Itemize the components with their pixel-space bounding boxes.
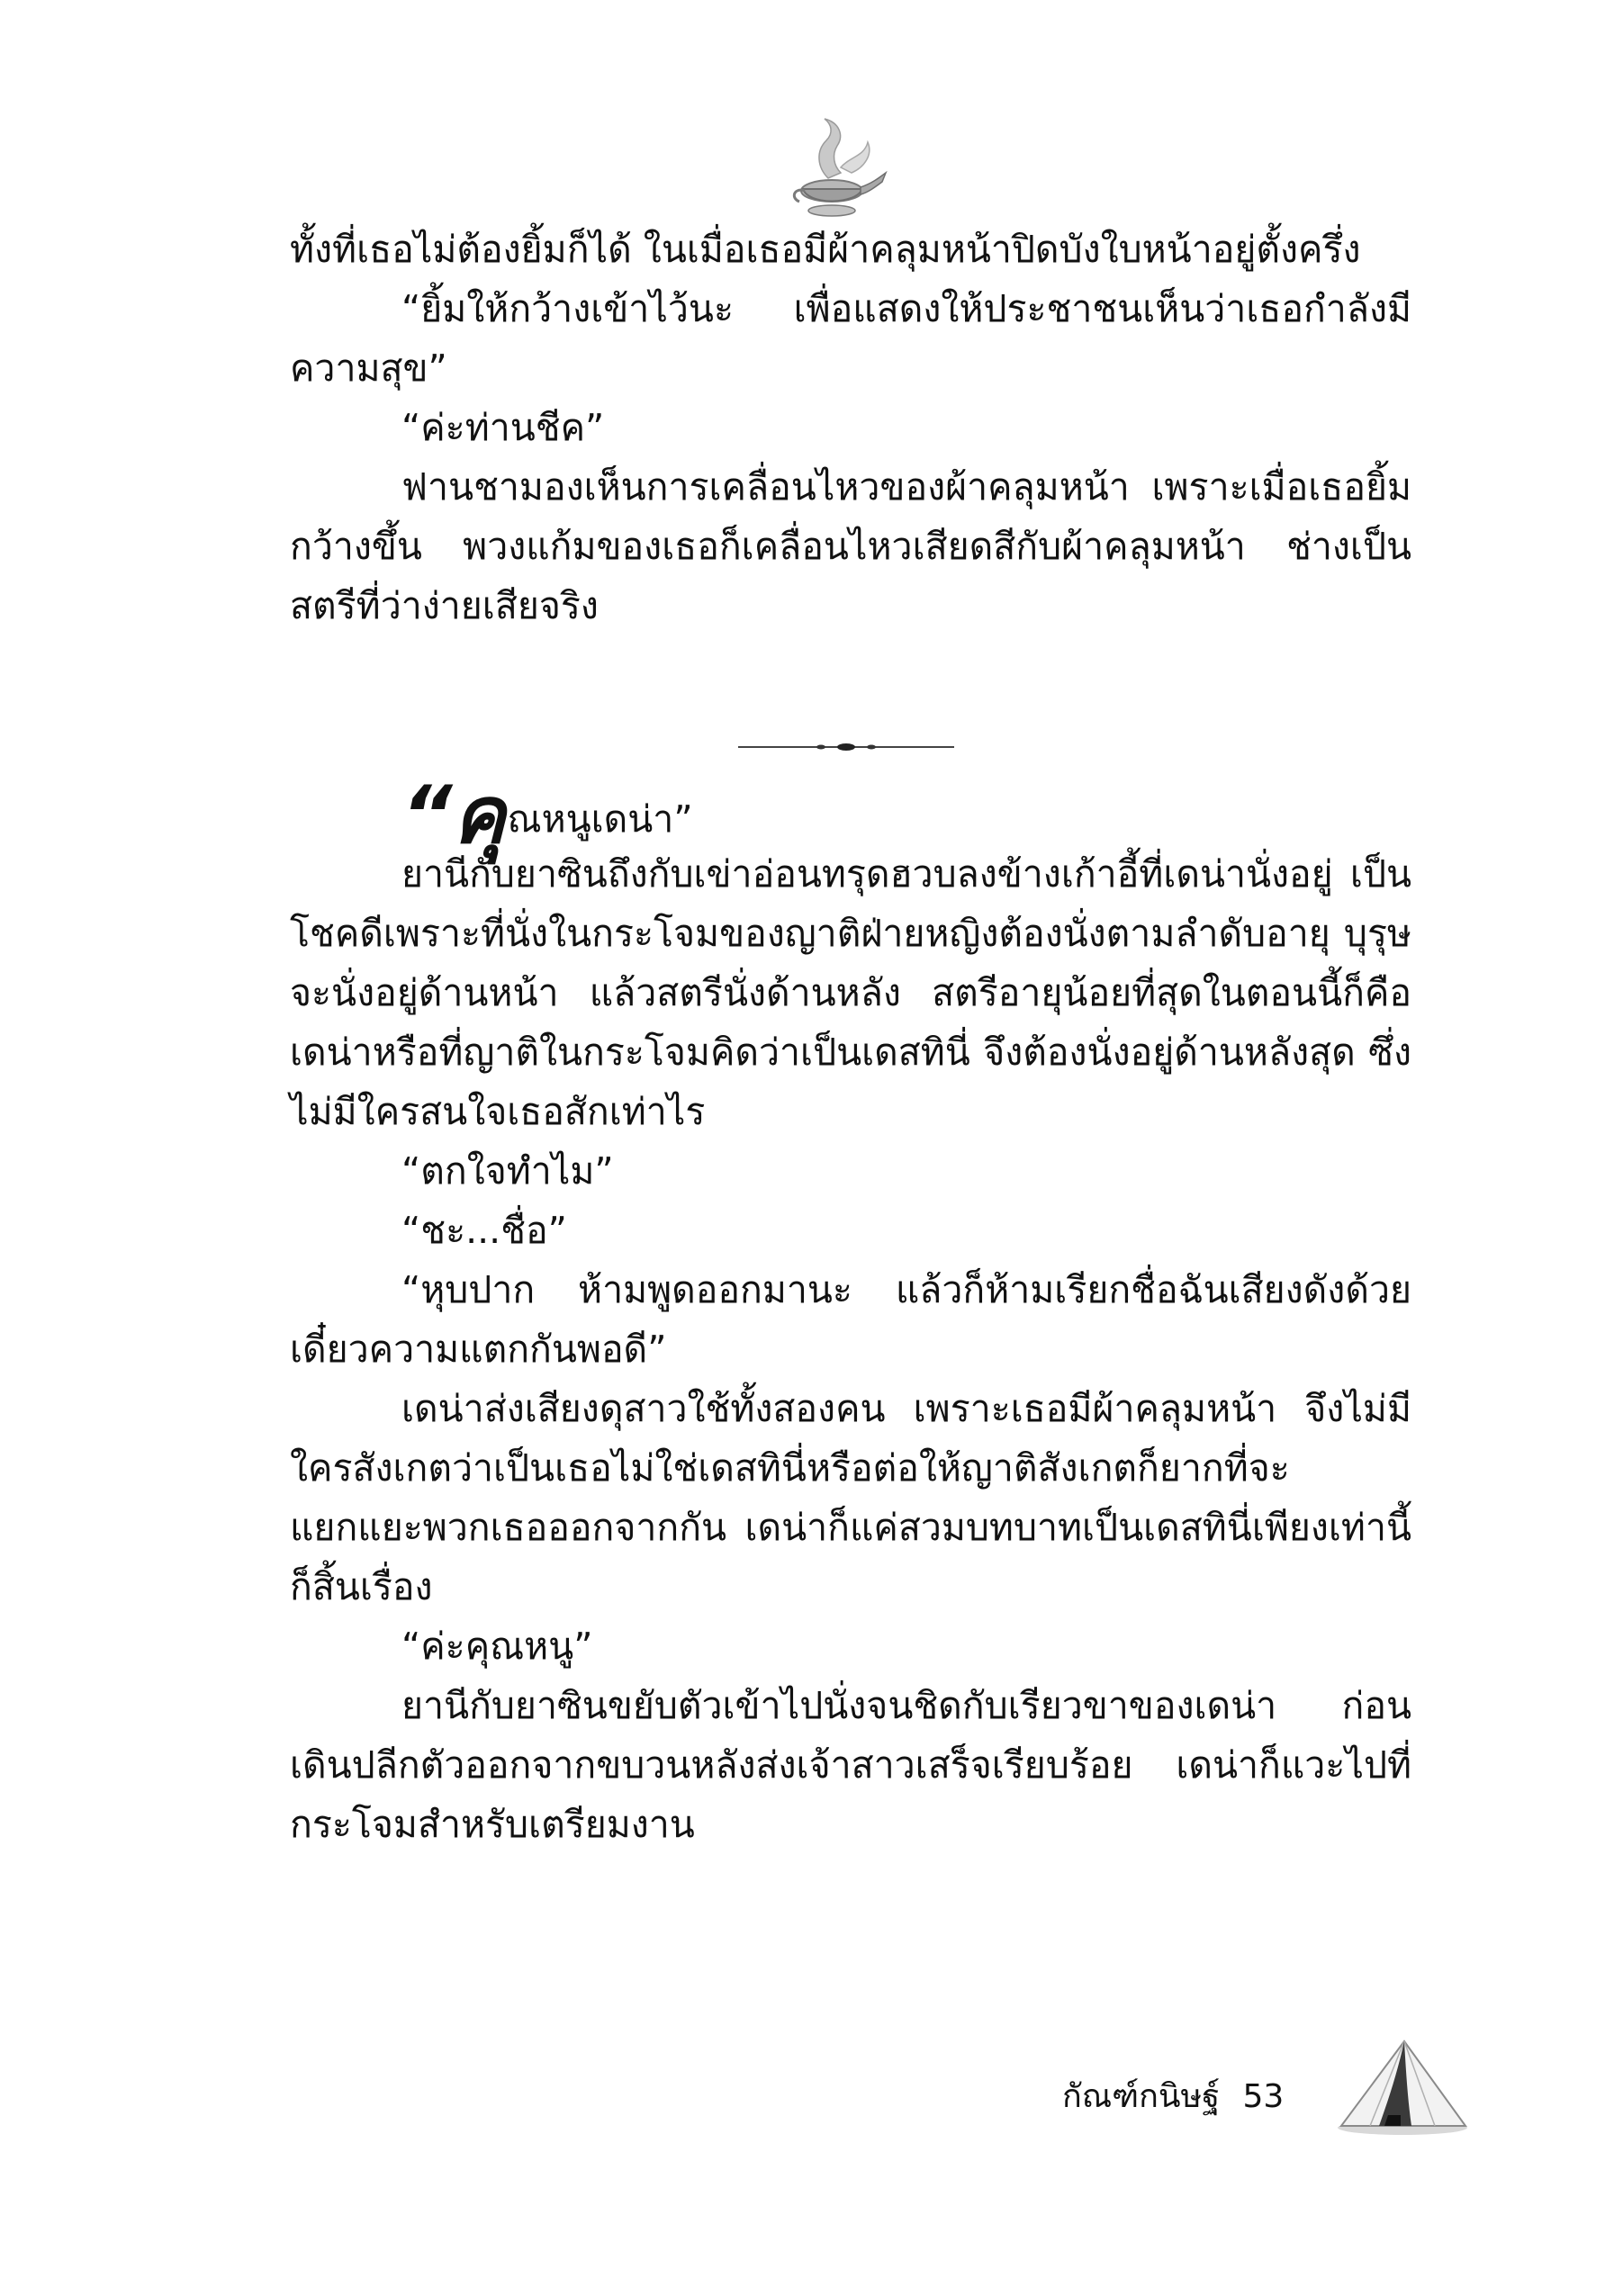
paragraph: ฟานชามองเห็นการเคลื่อนไหวของผ้าคลุมหน้า เพราะเมื่อเธอยิ้มกว้างขึ้น พวงแก้มของเธอก็เคลื่อนไหวเสียดสีกับผ้าคลุมหน้า ช่างเป็นสตรีที่ว่าง่ายเสียจริง bbox=[290, 465, 1411, 627]
paragraph: ทั้งที่เธอไม่ต้องยิ้มก็ได้ ในเมื่อเธอมีผ้าคลุมหน้าปิดบังใบหน้าอยู่ตั้งครึ่ง bbox=[290, 228, 1361, 271]
page-number: 53 bbox=[1242, 2078, 1285, 2115]
paragraph: “หุบปาก ห้ามพูดออกมานะ แล้วก็ห้ามเรียกชื่อฉันเสียงดังด้วย เดี๋ยวความแตกกันพอดี” bbox=[290, 1268, 1411, 1371]
text-block-top bbox=[290, 220, 1411, 635]
tent-icon bbox=[1334, 2038, 1469, 2137]
paragraph: “ตกใจทำไม” bbox=[401, 1149, 614, 1193]
ornament-divider-icon bbox=[738, 740, 954, 754]
paragraph: “ชะ...ชื่อ” bbox=[401, 1209, 567, 1252]
paragraph: ยานีกับยาซินถึงกับเข่าอ่อนทรุดฮวบลงข้างเก้าอี้ที่เดน่านั่งอยู่ เป็นโชคดีเพราะที่นั่งในกระโจมของญาติฝ่ายหญิงต้องนั่งตามลำดับอายุ บุรุษจะนั่งอยู่ด้านหน้า แล้วสตรีนั่งด้านหลัง สตรีอายุน้อยที่สุดในตอนนี้ก็คือเดน่าหรือที่ญาติในกระโจมคิดว่าเป็นเดสทินี่ จึงต้องนั่งอยู่ด้านหลังสุด ซึ่งไม่มีใครสนใจเธอสักเท่าไร bbox=[290, 852, 1411, 1133]
drop-cap-rest: ณหนูเดน่า” bbox=[507, 797, 693, 841]
paragraph: “ค่ะท่านชีค” bbox=[401, 406, 605, 449]
paragraph: “ยิ้มให้กว้างเข้าไว้นะ เพื่อแสดงให้ประชาชนเห็นว่าเธอกำลังมีความสุข” bbox=[290, 287, 1411, 390]
lamp-icon bbox=[781, 115, 889, 221]
paragraph: ยานีกับยาซินขยับตัวเข้าไปนั่งจนชิดกับเรียวขาของเดน่า ก่อนเดินปลีกตัวออกจากขบวนหลังส่งเจ้าสาวเสร็จเรียบร้อย เดน่าก็แวะไปที่กระโจมสำหรับเตรียมงาน bbox=[290, 1684, 1411, 1846]
page-footer bbox=[1062, 2070, 1296, 2124]
paragraph: เดน่าส่งเสียงดุสาวใช้ทั้งสองคน เพราะเธอมีผ้าคลุมหน้า จึงไม่มีใครสังเกตว่าเป็นเธอไม่ใช่เดสทินี่หรือต่อให้ญาติสังเกตก็ยากที่จะแยกแยะพวกเธอออกจากกัน เดน่าก็แค่สวมบทบาทเป็นเดสทินี่เพียงเท่านี้ก็สิ้นเรื่อง bbox=[290, 1387, 1411, 1608]
chapter-opening-line bbox=[401, 769, 693, 861]
paragraph: “ค่ะคุณหนู” bbox=[401, 1625, 593, 1668]
book-title: กัณฑ์กนิษฐ์ bbox=[1062, 2078, 1221, 2115]
text-block-main bbox=[290, 844, 1411, 1854]
drop-cap: “คุ bbox=[401, 769, 506, 861]
